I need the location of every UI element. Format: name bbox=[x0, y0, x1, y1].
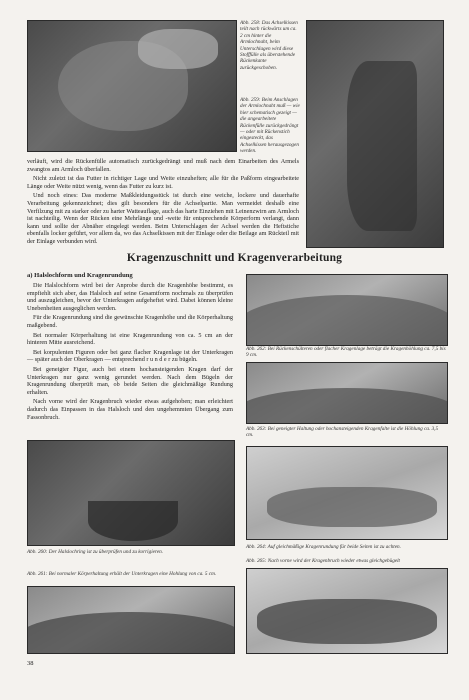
caption-abb264: Abb. 264: Auf gleichmäßige Kragenrundung für beide Seiten ist zu achten. bbox=[246, 544, 401, 550]
photo-abb262 bbox=[246, 274, 448, 346]
caption-abb265: Abb. 265: Nach vorne wird der Kragenbruch wieder etwas gleichgebügelt bbox=[246, 558, 400, 564]
left-paragraph: Die Halslochform wird bei der Anprobe durch die Kragenhöhe bestimmt, es empfiehlt sich aber, das Halsloch auf seine Gesamtform nochmals zu überprüfen und auszugleichen, bevor der Unterkragen aufgeheftet wird. Dabei können kleine Unebenheiten ausgeglichen werden. bbox=[27, 282, 233, 312]
photo-abb260 bbox=[27, 440, 235, 546]
top-paragraph: Nicht zuletzt ist das Futter in richtiger Lage und Weite einzuheften; alle für die Paßform eingearbeitete Länge oder Weite nützt wenig, wenn das Futter zu kurz ist. bbox=[27, 175, 299, 190]
top-paragraph: Und noch eines: Das moderne Maßkleidungsstück ist durch eine weiche, lockere und dauerhafte Verarbeitung gekennzeichnet; dies gilt besonders für die Achselpartie. Man vermeidet deshalb eine Verfilzung mit zu starker oder zu harter Watteauflage, auch das harte Einziehen mit Leinenzwirn am Armloch ist nachteilig. Wenn der Rücken eine Mehrlänge und -weite für entsprechende Körperform verlangt, dann kann und sollte der Abnäher eingelegt werden. Beim Unterschlagen der Achsel werden die Heftstiche ebenfalls locker geführt, vor allem da, wo das Achselkissen mit der Einlage oder die Beilage am Rückteil mit der Einlage verbunden wird. bbox=[27, 192, 299, 245]
caption-abb258: Abb. 258: Das Achselkissen teilt nach rückwärts um ca. 2 cm hinter die Armlochnaht, beim Unterschlagen wird diese Stofffülle als überstehende Rückenkante zurückgeschoben. bbox=[240, 20, 298, 71]
caption-abb262: Abb. 262: Bei Rückenschülteren oder flacher Kragenlage beträgt die Kragenhöhlung ca. 7,5 bis 9 cm. bbox=[246, 346, 446, 359]
subsection-heading: a) Halslochform und Kragenrundung bbox=[27, 272, 133, 279]
photo-abb263 bbox=[246, 362, 448, 424]
photo-abb261 bbox=[27, 586, 235, 654]
left-paragraph: Nach vorne wird der Kragenbruch wieder etwas aufgehoben; man erleichtert dadurch das Einpassen in das Halsloch und den ungehemmten Übergang zum Fassonbruch. bbox=[27, 398, 233, 421]
left-paragraph: Bei korpulenten Figuren oder bei ganz flacher Kragenlage ist der Unterkragen — später auch der Oberkragen — entsprechend r u n d e r zu bügeln. bbox=[27, 348, 233, 364]
left-paragraph: Bei geneigter Figur, auch bei einem hochansteigenden Kragen darf der Unterkragen nur ganz wenig gerundet werden. Nach dem Bügeln der Kragenrundung überprüft man, ob beide Seiten die gleichmäßige Rundung erhalten. bbox=[27, 365, 233, 396]
photo-abb258 bbox=[27, 20, 237, 152]
left-paragraph: Für die Kragenrundung sind die gewünschte Kragenhöhe und die Körperhaltung maßgebend. bbox=[27, 314, 233, 329]
section-heading: Kragenzuschnitt und Kragenverarbeitung bbox=[126, 252, 343, 264]
top-body-text bbox=[27, 158, 299, 248]
left-paragraph: Bei normaler Körperhaltung ist eine Kragenrundung von ca. 5 cm an der hinteren Mitte ausreichend. bbox=[27, 331, 233, 347]
page-number: 38 bbox=[27, 660, 34, 667]
left-body-text bbox=[27, 282, 233, 423]
caption-abb260: Abb. 260: Der Halslochring ist zu überprüfen und zu korrigieren. bbox=[27, 549, 163, 555]
photo-abb259 bbox=[306, 20, 444, 248]
photo-abb265 bbox=[246, 568, 448, 654]
caption-abb261: Abb. 261: Bei normaler Körperhaltung erhält der Unterkragen eine Hohlung von ca. 5 cm. bbox=[27, 571, 217, 577]
top-paragraph: verläuft, wird die Rückenfülle automatisch zurückgedrängt und muß nach dem Einarbeiten des Armels zwangtos am Armloch überfallen. bbox=[27, 158, 299, 173]
caption-abb263: Abb. 263: Bei geneigter Haltung oder hochansteigenden Kragenfalte ist die Höhlung ca. 3,5 cm. bbox=[246, 426, 439, 439]
photo-abb264 bbox=[246, 446, 448, 540]
caption-abb259: Abb. 259: Beim Anschlagen der Armlochnaht muß — wie hier schematisch gezeigt — die angearbeitete Rückenfülle zurückgedrängt — oder mit Rückenstich eingesteckt, das Achselkissen herausgezogen werden. bbox=[240, 97, 300, 155]
